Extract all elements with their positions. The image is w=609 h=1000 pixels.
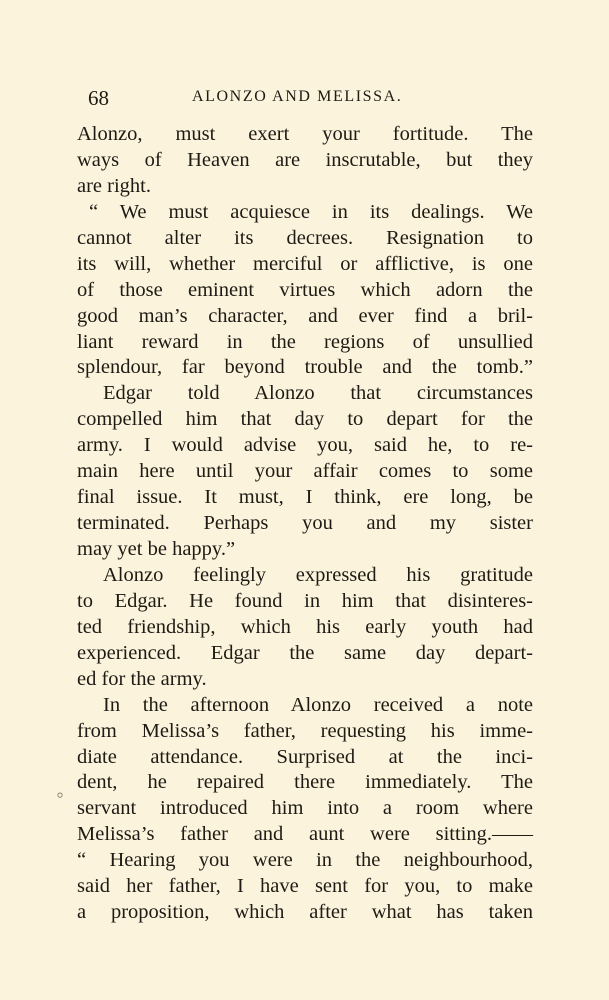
text-line: ted friendship, which his early youth had: [77, 615, 533, 638]
page-header: [88, 86, 536, 116]
text-line: dent, he repaired there immediately. The: [77, 771, 533, 794]
text-line: servant introduced him into a room where: [77, 797, 533, 820]
text-line: liant reward in the regions of unsullied: [77, 330, 533, 353]
text-line: diate attendance. Surprised at the inci-: [77, 745, 533, 768]
text-line: cannot alter its decrees. Resignation to: [77, 226, 533, 249]
text-line: are right.: [77, 174, 151, 197]
text-line: In the afternoon Alonzo received a note: [103, 693, 533, 716]
text-line: from Melissa’s father, requesting his imme-: [77, 719, 533, 742]
text-line: ed for the army.: [77, 667, 207, 690]
text-line: Alonzo, must exert your fortitude. The: [77, 123, 533, 145]
text-line: experienced. Edgar the same day depart-: [77, 641, 533, 664]
text-line: said her father, I have sent for you, to make: [77, 875, 533, 898]
text-line: to Edgar. He found in him that disinteres-: [77, 589, 533, 612]
text-line: Melissa’s father and aunt were sitting.——: [77, 823, 533, 846]
text-line: Alonzo feelingly expressed his gratitude: [103, 563, 533, 586]
text-line: good man’s character, and ever find a bril-: [77, 304, 533, 327]
text-line: its will, whether merciful or afflictive, is one: [77, 252, 533, 275]
text-line: may yet be happy.”: [77, 538, 236, 560]
text-line: terminated. Perhaps you and my sister: [77, 512, 533, 535]
page-number: 68: [88, 86, 109, 110]
running-title: ALONZO AND MELISSA.: [192, 88, 403, 105]
text-line: of those eminent virtues which adorn the: [77, 278, 533, 301]
text-line: splendour, far beyond trouble and the tomb.”: [77, 356, 533, 379]
margin-mark: ⸰: [56, 789, 65, 804]
text-line: ways of Heaven are inscrutable, but they: [77, 148, 533, 171]
text-line: “ We must acquiesce in its dealings. We: [89, 200, 533, 223]
body-text: [77, 122, 533, 926]
text-line: a proposition, which after what has taken: [77, 901, 533, 924]
text-line: main here until your affair comes to some: [77, 460, 533, 483]
text-line: Edgar told Alonzo that circumstances: [103, 382, 533, 405]
text-line: army. I would advise you, said he, to re-: [77, 434, 533, 457]
text-line: final issue. It must, I think, ere long, be: [77, 486, 533, 509]
text-line: “ Hearing you were in the neighbourhood,: [77, 849, 533, 872]
text-line: compelled him that day to depart for the: [77, 408, 533, 431]
